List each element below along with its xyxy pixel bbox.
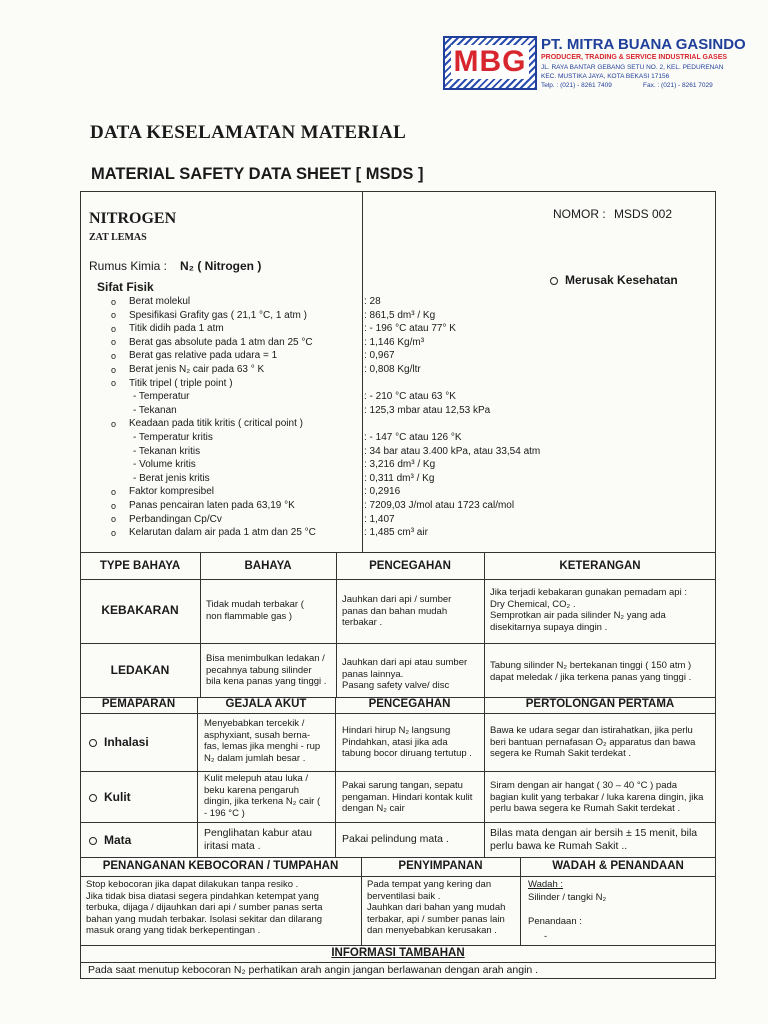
divider (80, 771, 716, 772)
divider (80, 552, 716, 553)
bullet-icon: o (111, 337, 117, 348)
bullet-icon: o (111, 310, 117, 321)
bullet-circle-icon (89, 739, 97, 747)
skin-prevention: Pakai sarung tangan, sepatu pengaman. Hindari kontak kulit dengan N₂ cair (342, 780, 473, 814)
explosion-hazard: Bisa menimbulkan ledakan / pecahnya tabung silinder bila kena panas yang tinggi . (206, 653, 327, 687)
company-phone: Telp. : (021) - 8261 7409 (541, 82, 612, 89)
property-label: - Berat jenis kritis (133, 472, 210, 484)
col-header-first-aid: PERTOLONGAN PERTAMA (525, 698, 675, 710)
divider (80, 876, 716, 877)
property-value: : 1,485 cm³ air (364, 527, 428, 539)
property-label: Berat gas absolute pada 1 atm dan 25 °C (129, 336, 313, 348)
fire-hazard: Tidak mudah terbakar ( non flammable gas ) (206, 599, 304, 622)
col-header-hazard: BAHAYA (244, 560, 292, 572)
marking-label: Penandaan : (528, 916, 582, 927)
property-value: : 28 (364, 296, 381, 307)
bullet-circle-icon (550, 277, 558, 285)
divider (335, 697, 336, 857)
bullet-icon: o (111, 364, 117, 375)
property-label: Berat molekul (129, 296, 191, 307)
property-value: : 0,967 (364, 350, 395, 362)
section-header-leak-handling: PENANGANAN KEBOCORAN / TUMPAHAN (102, 860, 339, 872)
divider (484, 697, 485, 857)
property-value: : - 196 °C atau 77° K (364, 323, 456, 335)
col-header-prevention: PENCEGAHAN (369, 560, 451, 572)
property-label: - Tekanan (133, 404, 177, 416)
property-label: - Volume kritis (133, 459, 196, 471)
property-value: : - 210 °C atau 63 °K (364, 391, 456, 403)
document-title-english: MATERIAL SAFETY DATA SHEET [ MSDS ] (91, 165, 424, 183)
property-value: : 7209,03 J/mol atau 1723 cal/mol (364, 500, 515, 511)
divider (484, 552, 485, 697)
property-value: : 1,146 Kg/m³ (364, 336, 425, 348)
divider (80, 962, 716, 963)
divider (80, 713, 716, 714)
material-name: NITROGEN (89, 210, 177, 227)
msds-number-label: NOMOR : (553, 207, 606, 221)
health-note (550, 273, 678, 287)
fire-notes: Jika terjadi kebakaran gunakan pemadam api : Dry Chemical, CO₂ . Semprotkan air pada silinder N₂ yang ada disekitarnya supaya dingin . (490, 587, 687, 633)
inhalation-first-aid: Bawa ke udara segar dan istirahatkan, jika perlu beri bantuan pernafasan O₂ apparatus dan bawa segera ke Rumah Sakit terdekat . (490, 725, 696, 759)
property-label: Keadaan pada titik kritis ( critical point ) (129, 418, 303, 430)
company-address-line-1: JL. RAYA BANTAR GEBANG SETU NO. 2, KEL. PEDURENAN (541, 64, 724, 71)
explosion-prevention: Jauhkan dari api atau sumber panas lainnya. Pasang safety valve/ disc (342, 657, 468, 691)
route-eye: Mata (89, 833, 131, 847)
divider (80, 579, 716, 580)
col-header-notes: KETERANGAN (559, 560, 641, 572)
skin-first-aid: Siram dengan air hangat ( 30 – 40 °C ) pada bagian kulit yang terbakar / luka karena dingin, jika perlu bawa segera ke Rumah Sakit terdekat . (490, 780, 704, 814)
property-value: : 0,2916 (364, 486, 401, 498)
bullet-icon: o (111, 500, 117, 511)
eye-prevention: Pakai pelindung mata . (342, 833, 449, 845)
col-header-exposure-prevention: PENCEGAHAN (368, 698, 451, 710)
company-address-line-2: KEC. MUSTIKA JAYA, KOTA BEKASI 17156 (541, 73, 670, 80)
property-label: Panas pencairan laten pada 63,19 °K (129, 500, 295, 511)
bullet-icon: o (111, 418, 117, 429)
bullet-icon: o (111, 296, 117, 307)
health-note-text: Merusak Kesehatan (565, 273, 678, 287)
divider (362, 191, 363, 552)
eye-first-aid: Bilas mata dengan air bersih ± 15 menit, bila perlu bawa ke Rumah Sakit .. (490, 827, 698, 852)
divider (80, 857, 716, 858)
storage-text: Pada tempat yang kering dan berventilasi baik . Jauhkan dari bahan yang mudah terbakar, api / sumber panas lain dan menyebabkan kerusakan . (367, 879, 506, 936)
property-value: : 125,3 mbar atau 12,53 kPa (364, 404, 491, 416)
document-title-indonesian: DATA KESELAMATAN MATERIAL (90, 122, 407, 143)
property-label: Berat gas relative pada udara = 1 (129, 350, 278, 362)
bullet-icon: o (111, 350, 117, 361)
physical-heading: Sifat Fisik (97, 280, 154, 294)
fire-prevention: Jauhkan dari api / sumber panas dan bahan mudah terbakar . (342, 594, 452, 628)
property-label: Titik didih pada 1 atm (129, 323, 224, 335)
property-value: : 3,216 dm³ / Kg (364, 459, 436, 471)
property-value: : 861,5 dm³ / Kg (364, 309, 436, 321)
section-header-container: WADAH & PENANDAAN (552, 860, 684, 872)
bullet-icon: o (111, 514, 117, 525)
material-alias: ZAT LEMAS (89, 232, 147, 243)
company-tagline: PRODUCER, TRADING & SERVICE INDUSTRIAL GASES (541, 54, 728, 61)
divider (80, 643, 716, 644)
divider (197, 697, 198, 857)
property-label: - Temperatur (133, 391, 190, 403)
property-label: Faktor kompresibel (129, 486, 215, 498)
company-logo (443, 36, 537, 90)
property-label: - Tekanan kritis (133, 445, 201, 457)
divider (80, 822, 716, 823)
divider (200, 552, 201, 697)
container-value: Silinder / tangki N₂ (528, 892, 607, 903)
property-label: - Temperatur kritis (133, 432, 213, 443)
route-inhalation: Inhalasi (89, 735, 149, 749)
inhalation-symptoms: Menyebabkan tercekik / asphyxiant, susah berna- fas, lemas jika menghi - rup N₂ dalam jumlah besar . (204, 718, 321, 764)
msds-number: MSDS 002 (614, 207, 673, 221)
container-label: Wadah : (528, 879, 564, 890)
bullet-icon: o (111, 378, 117, 389)
bullet-icon: o (111, 486, 117, 497)
formula-value: N₂ ( Nitrogen ) (180, 259, 262, 273)
section-header-storage: PENYIMPANAN (398, 860, 483, 872)
leak-handling-text: Stop kebocoran jika dapat dilakukan tanpa resiko . Jika tidak bisa diatasi segera pindahkan ketempat yang terbuka, dijaga / dijauhkan dari api / sumber panas serta bahan yang mudah terbakar. Isolasi sekitar dan dilarang masuk orang yang tidak berkepentingan . (86, 879, 323, 936)
property-label: Kelarutan dalam air pada 1 atm dan 25 °C (129, 527, 316, 539)
col-header-symptoms: GEJALA AKUT (225, 698, 307, 710)
formula-label: Rumus Kimia : (89, 259, 168, 273)
col-header-exposure: PEMAPARAN (101, 698, 176, 710)
bullet-icon: o (111, 323, 117, 334)
col-header-type: TYPE BAHAYA (99, 560, 181, 572)
divider (80, 945, 716, 946)
bullet-circle-icon (89, 794, 97, 802)
bullet-icon: o (111, 527, 117, 538)
property-value: : 34 bar atau 3.400 kPa, atau 33,54 atm (364, 445, 541, 457)
hazard-type-explosion: LEDAKAN (110, 663, 170, 677)
skin-symptoms: Kulit melepuh atau luka / beku karena pengaruh dingin, jika terkena N₂ cair ( - 196 °C ) (204, 773, 321, 819)
logo-text: MBG (451, 45, 529, 79)
explosion-notes: Tabung silinder N₂ bertekanan tinggi ( 150 atm ) dapat meledak / jika terkena panas yang tinggi . (490, 660, 692, 683)
additional-info-text: Pada saat menutup kebocoran N₂ perhatikan arah angin jangan berlawanan dengan arah angin . (88, 964, 539, 976)
divider (336, 552, 337, 697)
property-value: : - 147 °C atau 126 °K (364, 432, 462, 443)
property-label: Perbandingan Cp/Cv (129, 513, 222, 525)
property-label: Berat jenis N₂ cair pada 63 ° K (129, 364, 265, 375)
company-name: PT. MITRA BUANA GASINDO (541, 36, 746, 53)
property-label: Titik tripel ( triple point ) (129, 377, 233, 389)
route-skin: Kulit (89, 790, 131, 804)
property-label: Spesifikasi Grafity gas ( 21,1 °C, 1 atm ) (129, 309, 307, 321)
marking-value: - (544, 931, 548, 942)
bullet-circle-icon (89, 837, 97, 845)
property-value: : 0,311 dm³ / Kg (364, 472, 435, 484)
company-fax: Fax. : (021) - 8261 7029 (643, 82, 713, 89)
additional-info-heading: INFORMASI TAMBAHAN (331, 947, 465, 959)
property-value: : 0,808 Kg/ltr (364, 364, 421, 375)
inhalation-prevention: Hindari hirup N₂ langsung Pindahkan, atasi jika ada tabung bocor diruang tertutup . (342, 725, 472, 759)
property-value: : 1,407 (364, 513, 395, 525)
hazard-type-fire: KEBAKARAN (101, 603, 179, 617)
eye-symptoms: Penglihatan kabur atau iritasi mata . (204, 827, 312, 852)
